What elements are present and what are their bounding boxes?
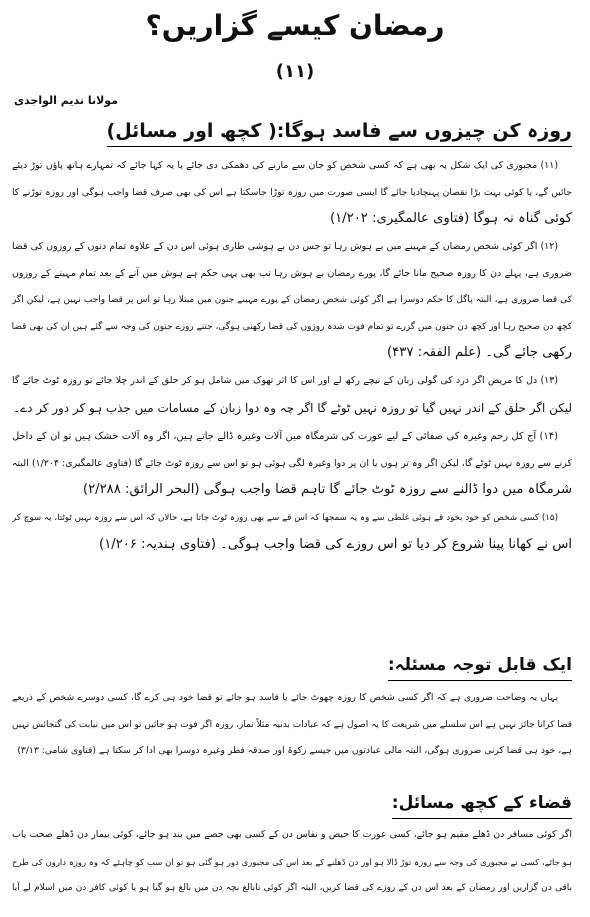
paragraph-11 (12, 153, 572, 233)
paragraph-line: باقی دن گزاریں اور رمضان کے بعد اس دن کے روزے کی قضا کریں، البتہ اگر کوئی نابالغ بچہ دن میں بالغ ہو گیا ہو یا کوئی کافر دن میں اسلام لے آیا (12, 883, 572, 893)
paragraph-line: (۱۲) اگر کوئی شخص رمضان کے مہینے میں بے ہوش رہا تو جس دن بے ہوشی طاری ہوئی اس دن کے علاوہ تمام دنوں کے روزوں کی قضا (12, 241, 558, 252)
author-name: مولانا ندیم الواجدی (14, 94, 118, 107)
section-heading-fasid: روزہ کن چیزوں سے فاسد ہوگا:( کچھ اور مسائل) (107, 118, 572, 147)
paragraph-notable-issue (12, 685, 572, 765)
paragraph-line: لیکن اگر حلق کے اندر نہیں گیا تو روزہ نہیں ٹوٹے گا اگر چہ وہ دوا زبان کے مسامات میں جذب ہو کر دور کر دے۔ (13, 400, 572, 415)
paragraph-15 (12, 505, 572, 558)
paragraph-line: یہاں یہ وضاحت ضروری ہے کہ اگر کسی شخص کا روزہ چھوٹ جائے یا فاسد ہو جائے تو قضا خود ہی کرے گا، کسی دوسرے شخص کے ذریعے (12, 692, 558, 703)
paragraph-line: کوئی گناہ نہ ہوگا (فتاوی عالمگیری: ۱/۲۰۲) (329, 211, 572, 226)
paragraph-line: ہو جائے، کسی نے مجبوری کی وجہ سے روزہ توڑ ڈالا ہو اور دن ڈھلنے کے بعد اس کی مجبوری دور ہو گئی ہو تو ان سب کو چاہئے کہ وہ روزہ داروں کی طرح (12, 856, 572, 867)
paragraph-line: ہے، خود ہی قضا کرنی ضروری ہوگی، البتہ مالی عبادتوں میں جیسے زکوۃ اور صدقہ فطر وغیرہ دوسرا بھی ادا کر سکتا ہے (فتاوی شامی: ۳/۱۳) (17, 745, 572, 756)
paragraph-line: قضا کرانا جائز نہیں ہے اس سلسلے میں شریعت کا یہ اصول ہے کہ عبادات بدنیہ مثلاً نماز، روزہ اگر فوت ہو جائیں تو اس میں نیابت کی گنجائش نہیں (12, 719, 572, 730)
paragraph-line: (۱۴) آج کل رحم وغیرہ کی صفائی کے لیے عورت کی شرمگاہ میں آلات وغیرہ ڈالے جاتے ہیں، اگر وہ آلات خشک ہیں تو ان کے داخل (12, 431, 558, 442)
paragraph-line: کرنے سے روزہ نہیں ٹوٹے گا، لیکن اگر وہ تر ہوں یا ان پر دوا وغیرہ لگی ہوئی ہو تو اس سے روزہ ٹوٹ جائے گا (فتاوی عالمگیری: ۱/۲۰۴) البتہ (12, 457, 572, 469)
part-number: (۱۱) (275, 61, 315, 82)
paragraph-line: ضروری ہے، پہلے دن کا روزہ صحیح مانا جائے گا، پورے رمضان بے ہوش رہا تب بھی یہی حکم ہے ہوش میں آنے کے بعد تمام مہینے کے روزوں (12, 267, 572, 279)
section-heading-notable-issue: ایک قابل توجہ مسئلہ: (388, 652, 572, 681)
paragraph-line: کی قضا ضروری ہے، البتہ پاگل کا حکم دوسرا ہے اگر کوئی شخص رمضان کے پورے مہینے جنون میں مبتلا رہا تو اس پر قضا واجب نہیں ہے، لیکن اگر (12, 295, 572, 305)
paragraph-13 (12, 368, 572, 421)
paragraph-14 (12, 424, 572, 504)
paragraph-line: اس نے کھانا پینا شروع کر دیا تو اس روزے کی قضا واجب ہوگی۔ (فتاوی ہندیہ: ۱/۲۰۶) (99, 536, 572, 552)
paragraph-qaza (12, 822, 572, 902)
paragraph-line: (۱۵) کسی شخص کو خود بخود قے ہوئی غلطی سے وہ یہ سمجھا کہ اس قے سے بھی روزہ ٹوٹ جاتا ہے، حالاں کہ اس سے روزہ نہیں ٹوٹتا، یہ سوچ کر (12, 513, 558, 523)
section-heading-qaza-masail: قضاء کے کچھ مسائل: (392, 790, 572, 819)
paragraph-12 (12, 234, 572, 367)
paragraph-line: رکھی جائے گی۔ (علم الفقہ: ۴۳۷) (387, 345, 572, 360)
article-title: رمضان کیسے گزاریں؟ (145, 9, 445, 42)
paragraph-line: کچھ دن صحیح رہا اور کچھ دن جنون میں گزرے تو تمام فوت شدہ روزوں کی قضا رکھنی ہوگی، جتنے روزے جنون کی وجہ سے گئے ہیں ان کی بھی قضا (12, 321, 572, 332)
paragraph-line: (۱۳) دل کا مریض اگر درد کی گولی زبان کے نیچے رکھ لے اور اس کا اثر تھوک میں شامل ہو کر حلق کے اندر چلا جائے تو روزہ ٹوٹ جائے گا (12, 375, 558, 386)
paragraph-line: جائیں گے، یا کوئی بہت بڑا نقصان پہنچادیا جائے گا ایسی صورت میں روزہ توڑا جاسکتا ہے اس کی بھی صرف قضا واجب ہوگی اور روزہ توڑنے کا (12, 186, 572, 198)
paragraph-line: (۱۱) مجبوری کی ایک شکل یہ بھی ہے کہ کسی شخص کو جان سے مارنے کی دھمکی دی جائے یا یہ کہا جائے کہ تمہارے ہاتھ پاؤں توڑ دیئے (12, 160, 558, 171)
paragraph-line: شرمگاہ میں دوا ڈالنے سے روزہ ٹوٹ جائے گا تاہم قضا واجب ہوگی (البحر الرائق: ۲/۲۸۸) (82, 482, 572, 497)
paragraph-line: اگر کوئی مسافر دن ڈھلے مقیم ہو جائے، کسی عورت کا حیض و نفاس دن کے کسی بھی حصے میں بند ہو جائے، کوئی بیمار دن ڈھلے صحت یاب (12, 829, 572, 840)
